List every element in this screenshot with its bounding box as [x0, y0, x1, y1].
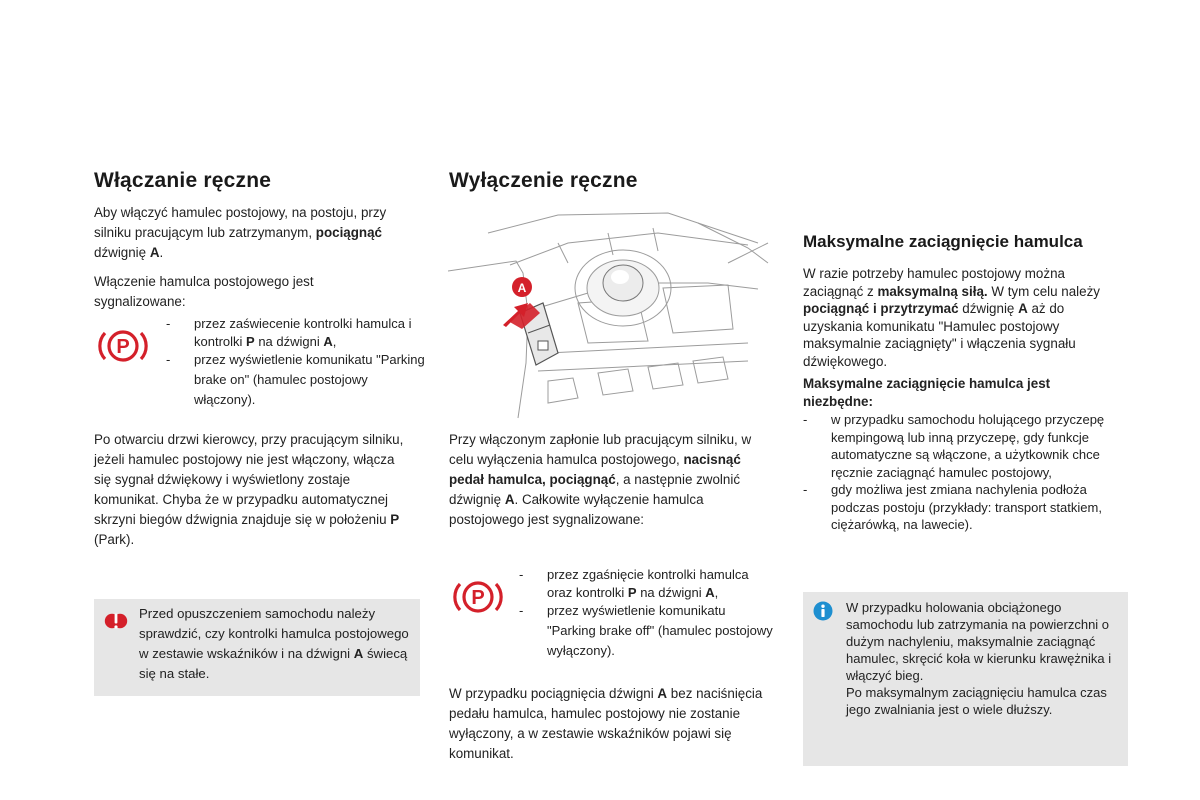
- text-span: dźwignię: [94, 245, 150, 260]
- bold-text: A: [323, 333, 333, 349]
- text-span: przez zgaśnięcie kontrolki hamulca oraz kontrolki: [547, 567, 749, 600]
- bold-text: nacisnąć pedał hamulca, pociągnąć: [449, 452, 741, 487]
- text-span: bez naciśnięcia pedału hamulca, hamulec postojowy nie zostanie wyłączony, a w zestawie wskaźników pojawi się komunikat.: [449, 686, 763, 761]
- bold-text: maksymalną siłą.: [877, 283, 988, 299]
- text-span: na dźwigni: [254, 333, 324, 349]
- info-box: [803, 592, 1128, 766]
- max-apply-required-label: Maksymalne zaciągnięcie hamulca jest niezbędne:: [803, 376, 1051, 409]
- text-span: gdy możliwa jest zmiana nachylenia podłoża podczas postoju (przykłady: transport statkiem, ciężarówką, na lawecie).: [831, 482, 1102, 532]
- bold-text: A: [657, 686, 668, 701]
- bold-text: A: [1018, 301, 1028, 316]
- text-span: aż do uzyskania komunikatu "Hamulec postojowy maksymalnie zaciągnięty" i włączenia sygnału dźwiękowego.: [803, 301, 1076, 369]
- apply-signalled-paragraph: Włączenie hamulca postojowego jest sygnalizowane:: [94, 274, 314, 309]
- bold-text: P: [627, 584, 637, 600]
- warning-text: [139, 604, 414, 684]
- bold-text: A: [504, 492, 515, 507]
- warning-icon: [104, 609, 128, 633]
- bold-text: pociągnąć: [315, 225, 382, 240]
- list-item: - przez wyświetlenie komunikatu "Parking brake off" (hamulec postojowy wyłączony).: [519, 603, 773, 658]
- text-span: w przypadku samochodu holującego przyczepę kempingową lub inną przyczepę, gdy funkcje automatyczne są włączone, a użytkownik chce ręcznie zaciągnąć hamulec postojowy,: [831, 412, 1105, 480]
- bold-text: P: [246, 333, 255, 349]
- text-span: przez wyświetlenie komunikatu "Parking brake on" (hamulec postojowy włączony).: [194, 352, 425, 407]
- section-heading-max-apply: Maksymalne zaciągnięcie hamulca: [803, 232, 1083, 251]
- parking-brake-icon: [451, 576, 505, 618]
- info-text-part-1: W przypadku holowania obciążonego samochodu lub zatrzymania na powierzchni o dużym nachyleniu, maksymalnie zaciągnąć hamulec, skręcić koła w kierunku krawężnika i włączyć bieg.: [846, 600, 1112, 683]
- text-span: Aby włączyć hamulec postojowy, na postoju, przy silniku pracującym lub zatrzymanym,: [94, 205, 387, 240]
- svg-text:P: P: [471, 587, 485, 609]
- text-span: Przy włączonym zapłonie lub pracującym silniku, w celu wyłączenia hamulca postojowego,: [449, 432, 752, 467]
- lever-without-pedal-paragraph: [449, 684, 769, 764]
- info-text-part-2: Po maksymalnym zaciągnięciu hamulca czas jego zwalniania jest o wiele dłuższy.: [846, 685, 1107, 717]
- bold-text: P: [390, 512, 400, 527]
- svg-text:P: P: [116, 336, 130, 358]
- info-text: [846, 599, 1124, 718]
- text-span: ,: [714, 584, 719, 600]
- section-heading-manual-apply: Włączanie ręczne: [94, 169, 272, 192]
- bold-text: A: [705, 584, 715, 600]
- warning-box: [94, 599, 420, 696]
- max-apply-paragraph: [803, 265, 1123, 370]
- door-open-paragraph: [94, 430, 414, 550]
- list-item: - przez wyświetlenie komunikatu "Parking brake on" (hamulec postojowy włączony).: [166, 352, 425, 407]
- list-item: - gdy możliwa jest zmiana nachylenia podłoża podczas postoju (przykłady: transport statkiem, ciężarówką, na lawecie).: [803, 482, 1102, 532]
- list-item: - przez zgaśnięcie kontrolki hamulca oraz kontrolki P na dźwigni A,: [519, 567, 749, 600]
- apply-intro-paragraph: [94, 203, 404, 263]
- text-span: ,: [332, 333, 337, 349]
- parking-brake-lever-illustration: [448, 203, 778, 423]
- text-span: . Całkowite wyłączenie hamulca postojowego jest sygnalizowane:: [449, 492, 704, 527]
- list-item: - przez zaświecenie kontrolki hamulca i kontrolki P na dźwigni A,: [166, 316, 412, 349]
- max-apply-case-list: [803, 411, 1123, 534]
- apply-signal-list: [166, 315, 426, 410]
- bold-text: A: [149, 245, 160, 260]
- text-span: przez wyświetlenie komunikatu "Parking brake off" (hamulec postojowy wyłączony).: [547, 603, 773, 658]
- text-span: (Park).: [94, 532, 135, 547]
- text-span: dźwignię: [958, 301, 1019, 316]
- release-paragraph: [449, 430, 769, 530]
- parking-brake-icon: [96, 325, 150, 367]
- info-icon: [813, 601, 833, 621]
- text-span: na dźwigni: [636, 584, 706, 600]
- text-span: Przed opuszczeniem samochodu należy sprawdzić, czy kontrolki hamulca postojowego w zestawie wskaźników i na dźwigni: [139, 606, 409, 661]
- text-span: .: [159, 245, 164, 260]
- text-span: świecą się na stałe.: [139, 646, 408, 681]
- callout-label-a: A: [517, 281, 527, 295]
- text-span: , a następnie zwolnić dźwignię: [449, 472, 741, 507]
- text-span: W przypadku pociągnięcia dźwigni: [449, 686, 658, 701]
- section-heading-manual-release: Wyłączenie ręczne: [449, 169, 638, 192]
- text-span: W tym celu należy: [987, 283, 1100, 299]
- text-span: Po otwarciu drzwi kierowcy, przy pracującym silniku, jeżeli hamulec postojowy nie jest włączony, włącza się sygnał dźwiękowy i wyświetlony zostaje komunikat. Chyba że w przypadku automatycznej skrzyni biegów dźwignia znajduje się w położeniu: [94, 432, 404, 527]
- bold-text: A: [353, 646, 364, 661]
- text-span: przez zaświecenie kontrolki hamulca i kontrolki: [194, 316, 412, 349]
- bold-text: pociągnąć i przytrzymać: [803, 301, 959, 316]
- text-span: W razie potrzeby hamulec postojowy można zaciągnąć z: [803, 266, 1065, 299]
- list-item: - w przypadku samochodu holującego przyczepę kempingową lub inną przyczepę, gdy funkcje automatyczne są włączone, a użytkownik chce ręcznie zaciągnąć hamulec postojowy,: [803, 412, 1105, 480]
- release-signal-list: [519, 566, 774, 661]
